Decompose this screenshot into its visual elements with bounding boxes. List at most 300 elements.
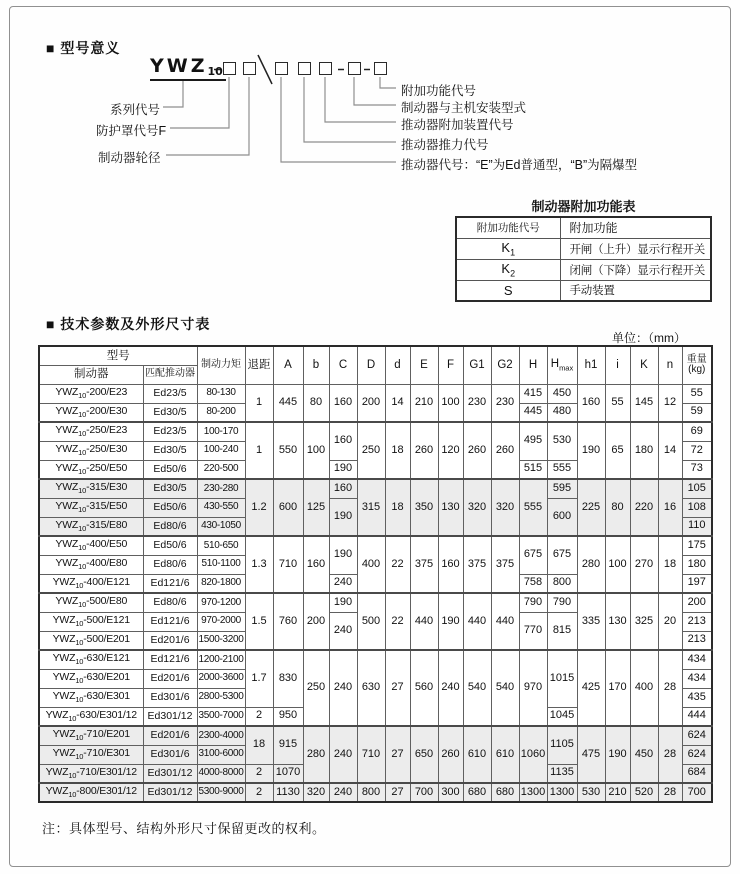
diagram-label-cover-code: 防护罩代号F <box>96 124 167 138</box>
torque-cell: 430-1050 <box>197 517 245 536</box>
value-cell: 22 <box>385 536 410 593</box>
value-cell: 27 <box>385 650 410 726</box>
value-cell: 440 <box>463 593 491 650</box>
torque-cell: 100-170 <box>197 422 245 441</box>
value-cell: 260 <box>410 422 438 479</box>
model-cell: $YWZ_{10}-800/E301/12$ <box>39 783 143 802</box>
thruster-cell: Ed121/6 <box>143 612 197 631</box>
table-row <box>39 783 712 802</box>
thruster-cell: Ed80/6 <box>143 517 197 536</box>
col-header-A: A <box>273 346 303 384</box>
value-cell: 710 <box>357 726 385 783</box>
torque-cell: 230-280 <box>197 479 245 498</box>
value-cell: 335 <box>577 593 605 650</box>
value-cell: 250 <box>357 422 385 479</box>
function-table-row <box>456 238 711 259</box>
thruster-cell: Ed201/6 <box>143 726 197 745</box>
thruster-cell: Ed301/12 <box>143 783 197 802</box>
value-cell: 14 <box>385 384 410 422</box>
value-cell: 1.3 <box>245 536 273 593</box>
main-table-body <box>39 384 712 802</box>
value-cell: 190 <box>438 593 463 650</box>
col-header-d: d <box>385 346 410 384</box>
value-cell: 55 <box>605 384 630 422</box>
value-cell: 530 <box>547 422 577 460</box>
diagram-label-thruster-force: 推动器推力代号 <box>401 138 489 152</box>
model-cell: $YWZ_{10}-400/E121$ <box>39 574 143 593</box>
value-cell: 595 <box>547 479 577 498</box>
value-cell: 100 <box>438 384 463 422</box>
model-cell: $YWZ_{10}-710/E301$ <box>39 745 143 764</box>
col-header-H: H <box>519 346 547 384</box>
value-cell: 28 <box>658 650 682 726</box>
value-cell: 175 <box>682 536 712 555</box>
function-code-cell: $K_2$ <box>456 259 560 280</box>
value-cell: 20 <box>658 593 682 650</box>
value-cell: 350 <box>410 479 438 536</box>
model-cell: $YWZ_{10}-630/E201$ <box>39 669 143 688</box>
model-cell: $YWZ_{10}-500/E201$ <box>39 631 143 650</box>
weight-label: 重量 <box>686 354 707 366</box>
value-cell: 425 <box>577 650 605 726</box>
col-header-G2: G2 <box>491 346 519 384</box>
model-prefix-subscript: 10 <box>207 65 223 78</box>
table-row <box>39 536 712 555</box>
model-cell: $YWZ_{10}-250/E30$ <box>39 441 143 460</box>
diagram-label-additional-function: 附加功能代号 <box>401 84 477 98</box>
value-cell: 240 <box>329 612 357 650</box>
value-cell: 180 <box>682 555 712 574</box>
col-header-G1: G1 <box>463 346 491 384</box>
thruster-cell: Ed80/6 <box>143 555 197 574</box>
function-table-body <box>456 238 711 301</box>
torque-cell: 80-200 <box>197 403 245 422</box>
value-cell: 560 <box>410 650 438 726</box>
thruster-cell: Ed301/6 <box>143 745 197 764</box>
value-cell: 55 <box>682 384 712 403</box>
value-cell: 260 <box>463 422 491 479</box>
function-table-row <box>456 280 711 301</box>
value-cell: 16 <box>658 479 682 536</box>
value-cell: 700 <box>682 783 712 802</box>
value-cell: 190 <box>577 422 605 479</box>
value-cell: 108 <box>682 498 712 517</box>
value-cell: 280 <box>577 536 605 593</box>
value-cell: 770 <box>519 612 547 650</box>
table-row <box>39 384 712 403</box>
value-cell: 200 <box>357 384 385 422</box>
value-cell: 1060 <box>519 726 547 783</box>
torque-cell: 80-130 <box>197 384 245 403</box>
value-cell: 1130 <box>273 783 303 802</box>
value-cell: 760 <box>273 593 303 650</box>
weight-unit: (kg) <box>688 364 706 376</box>
value-cell: 260 <box>491 422 519 479</box>
model-cell: $YWZ_{10}-500/E121$ <box>39 612 143 631</box>
value-cell: 445 <box>273 384 303 422</box>
value-cell: 325 <box>630 593 658 650</box>
torque-cell: 430-550 <box>197 498 245 517</box>
torque-cell: 510-650 <box>197 536 245 555</box>
section-title-model-meaning: ■ 型号意义 <box>46 40 121 56</box>
value-cell: 950 <box>273 707 303 726</box>
value-cell: 555 <box>547 460 577 479</box>
value-cell: 300 <box>438 783 463 802</box>
value-cell: 1 <box>245 384 273 422</box>
value-cell: 65 <box>605 422 630 479</box>
value-cell: 555 <box>519 479 547 536</box>
value-cell: 624 <box>682 745 712 764</box>
table-row <box>39 726 712 745</box>
value-cell: 970 <box>519 650 547 726</box>
value-cell: 220 <box>630 479 658 536</box>
col-header-retreat: 退距 <box>245 346 273 384</box>
value-cell: 197 <box>682 574 712 593</box>
torque-cell: 2000-3600 <box>197 669 245 688</box>
value-cell: 190 <box>329 460 357 479</box>
value-cell: 80 <box>303 384 329 422</box>
torque-cell: 970-2000 <box>197 612 245 631</box>
model-cell: $YWZ_{10}-315/E30$ <box>39 479 143 498</box>
torque-cell: 3100-6000 <box>197 745 245 764</box>
main-header-row-1 <box>39 346 712 365</box>
model-cell: $YWZ_{10}-200/E23$ <box>39 384 143 403</box>
thruster-cell: Ed301/6 <box>143 688 197 707</box>
value-cell: 650 <box>410 726 438 783</box>
col-header-model: 型号 <box>39 346 197 365</box>
value-cell: 1015 <box>547 650 577 707</box>
model-digit-box <box>223 62 236 75</box>
value-cell: 444 <box>682 707 712 726</box>
col-header-n: n <box>658 346 682 384</box>
value-cell: 210 <box>410 384 438 422</box>
value-cell: 600 <box>547 498 577 536</box>
value-cell: 130 <box>605 593 630 650</box>
value-cell: 530 <box>577 783 605 802</box>
value-cell: 445 <box>519 403 547 422</box>
col-header-b: b <box>303 346 329 384</box>
hmax-subscript: max <box>559 363 574 373</box>
value-cell: 28 <box>658 726 682 783</box>
value-cell: 440 <box>410 593 438 650</box>
torque-cell: 5300-9000 <box>197 783 245 802</box>
value-cell: 160 <box>329 384 357 422</box>
value-cell: 18 <box>658 536 682 593</box>
value-cell: 515 <box>519 460 547 479</box>
col-header-E: E <box>410 346 438 384</box>
value-cell: 434 <box>682 650 712 669</box>
value-cell: 160 <box>303 536 329 593</box>
value-cell: 1.2 <box>245 479 273 536</box>
value-cell: 190 <box>329 536 357 574</box>
function-code-cell: $K_1$ <box>456 238 560 259</box>
value-cell: 200 <box>303 593 329 650</box>
model-digit-box <box>275 62 288 75</box>
value-cell: 440 <box>491 593 519 650</box>
model-digit-box <box>348 62 361 75</box>
hmax-base: H <box>550 358 560 371</box>
value-cell: 2 <box>245 783 273 802</box>
value-cell: 700 <box>410 783 438 802</box>
model-cell: $YWZ_{10}-710/E301/12$ <box>39 764 143 783</box>
col-header-brake: 制动器 <box>39 365 143 384</box>
connector-wheel-diameter <box>166 77 249 155</box>
value-cell: 100 <box>605 536 630 593</box>
connector-series-code <box>163 80 183 107</box>
col-header-F: F <box>438 346 463 384</box>
torque-cell: 220-500 <box>197 460 245 479</box>
value-cell: 1045 <box>547 707 577 726</box>
value-cell: 675 <box>519 536 547 574</box>
model-cell: $YWZ_{10}-200/E30$ <box>39 403 143 422</box>
value-cell: 190 <box>329 498 357 536</box>
value-cell: 105 <box>682 479 712 498</box>
value-cell: 180 <box>630 422 658 479</box>
table-row <box>39 422 712 441</box>
value-cell: 213 <box>682 612 712 631</box>
diagram-label-thruster-attachment: 推动器附加装置代号 <box>401 118 514 132</box>
value-cell: 800 <box>547 574 577 593</box>
torque-cell: 820-1800 <box>197 574 245 593</box>
value-cell: 160 <box>329 422 357 460</box>
model-cell: $YWZ_{10}-630/E121$ <box>39 650 143 669</box>
col-header-h1: h1 <box>577 346 605 384</box>
value-cell: 434 <box>682 669 712 688</box>
col-header-K: K <box>630 346 658 384</box>
value-cell: 680 <box>491 783 519 802</box>
value-cell: 160 <box>329 479 357 498</box>
col-header-i: i <box>605 346 630 384</box>
value-cell: 14 <box>658 422 682 479</box>
value-cell: 110 <box>682 517 712 536</box>
value-cell: 1135 <box>547 764 577 783</box>
col-header-Hmax <box>547 346 577 384</box>
value-cell: 540 <box>491 650 519 726</box>
model-cell: $YWZ_{10}-710/E201$ <box>39 726 143 745</box>
value-cell: 230 <box>491 384 519 422</box>
diagram-label-series-code: 系列代号 <box>110 103 161 117</box>
torque-cell: 1200-2100 <box>197 650 245 669</box>
value-cell: 684 <box>682 764 712 783</box>
value-cell: 520 <box>630 783 658 802</box>
value-cell: 22 <box>385 593 410 650</box>
value-cell: 160 <box>438 536 463 593</box>
value-cell: 240 <box>329 783 357 802</box>
model-cell: $YWZ_{10}-500/E80$ <box>39 593 143 612</box>
function-code-cell: S <box>456 280 560 301</box>
table-row <box>39 593 712 612</box>
model-cell: $YWZ_{10}-400/E50$ <box>39 536 143 555</box>
value-cell: 125 <box>303 479 329 536</box>
value-cell: 160 <box>577 384 605 422</box>
model-cell: $YWZ_{10}-250/E50$ <box>39 460 143 479</box>
value-cell: 1300 <box>519 783 547 802</box>
value-cell: 69 <box>682 422 712 441</box>
thruster-cell: Ed50/6 <box>143 460 197 479</box>
model-digit-box <box>374 62 387 75</box>
value-cell: 758 <box>519 574 547 593</box>
torque-cell: 100-240 <box>197 441 245 460</box>
model-cell: $YWZ_{10}-630/E301/12$ <box>39 707 143 726</box>
model-prefix <box>150 55 226 81</box>
value-cell: 320 <box>463 479 491 536</box>
value-cell: 475 <box>577 726 605 783</box>
model-prefix-text: YWZ <box>150 55 208 77</box>
value-cell: 400 <box>357 536 385 593</box>
diagram-label-wheel-diameter: 制动器轮径 <box>98 151 161 165</box>
function-table-title: 制动器附加功能表 <box>531 199 636 214</box>
function-desc-cell: 开闸（上升）显示行程开关 <box>560 238 711 259</box>
value-cell: 2 <box>245 764 273 783</box>
function-desc-header: 附加功能 <box>560 217 711 238</box>
value-cell: 400 <box>630 650 658 726</box>
col-header-D: D <box>357 346 385 384</box>
value-cell: 610 <box>491 726 519 783</box>
model-cell: $YWZ_{10}-630/E301$ <box>39 688 143 707</box>
thruster-cell: Ed30/5 <box>143 403 197 422</box>
main-table <box>38 345 713 803</box>
col-header-C: C <box>329 346 357 384</box>
connector-thruster-attachment <box>325 77 396 122</box>
value-cell: 375 <box>491 536 519 593</box>
value-cell: 540 <box>463 650 491 726</box>
value-cell: 320 <box>303 783 329 802</box>
value-cell: 27 <box>385 726 410 783</box>
model-digit-box <box>319 62 332 75</box>
model-cell: $YWZ_{10}-400/E80$ <box>39 555 143 574</box>
value-cell: 800 <box>357 783 385 802</box>
torque-cell: 2800-5300 <box>197 688 245 707</box>
torque-cell: 1500-3200 <box>197 631 245 650</box>
value-cell: 100 <box>303 422 329 479</box>
value-cell: 213 <box>682 631 712 650</box>
diagram-label-thruster-code: 推动器代号：“E”为Ed普通型，“B”为隔爆型 <box>401 158 638 172</box>
value-cell: 130 <box>438 479 463 536</box>
model-cell: $YWZ_{10}-315/E50$ <box>39 498 143 517</box>
col-header-thruster: 匹配推动器 <box>143 365 197 384</box>
value-cell: 450 <box>547 384 577 403</box>
model-cell: $YWZ_{10}-250/E23$ <box>39 422 143 441</box>
diagram-label-mount-type: 制动器与主机安装型式 <box>401 101 527 115</box>
value-cell: 120 <box>438 422 463 479</box>
value-cell: 200 <box>682 593 712 612</box>
value-cell: 624 <box>682 726 712 745</box>
value-cell: 80 <box>605 479 630 536</box>
value-cell: 270 <box>630 536 658 593</box>
connector-thruster-code <box>281 77 396 162</box>
function-table <box>455 216 712 302</box>
model-cell: $YWZ_{10}-315/E80$ <box>39 517 143 536</box>
value-cell: 450 <box>630 726 658 783</box>
value-cell: 18 <box>385 422 410 479</box>
value-cell: 59 <box>682 403 712 422</box>
value-cell: 1070 <box>273 764 303 783</box>
function-table-row <box>456 259 711 280</box>
value-cell: 480 <box>547 403 577 422</box>
value-cell: 375 <box>410 536 438 593</box>
value-cell: 240 <box>329 574 357 593</box>
value-cell: 145 <box>630 384 658 422</box>
value-cell: 2 <box>245 707 273 726</box>
value-cell: 27 <box>385 783 410 802</box>
value-cell: 1.5 <box>245 593 273 650</box>
torque-cell: 4000-8000 <box>197 764 245 783</box>
value-cell: 1.7 <box>245 650 273 707</box>
thruster-cell: Ed50/6 <box>143 536 197 555</box>
value-cell: 250 <box>303 650 329 726</box>
value-cell: 790 <box>519 593 547 612</box>
connector-thruster-force <box>304 77 396 142</box>
value-cell: 710 <box>273 536 303 593</box>
thruster-cell: Ed23/5 <box>143 422 197 441</box>
thruster-cell: Ed301/12 <box>143 764 197 783</box>
torque-cell: 2300-4000 <box>197 726 245 745</box>
table-row <box>39 650 712 669</box>
model-digit-box <box>243 62 256 75</box>
function-code-header: 附加功能代号 <box>456 217 560 238</box>
value-cell: 1 <box>245 422 273 479</box>
unit-label: 单位：（mm） <box>612 331 686 345</box>
value-cell: 240 <box>438 650 463 726</box>
value-cell: 18 <box>385 479 410 536</box>
value-cell: 280 <box>303 726 329 783</box>
torque-cell: 970-1200 <box>197 593 245 612</box>
value-cell: 790 <box>547 593 577 612</box>
value-cell: 610 <box>463 726 491 783</box>
thruster-cell: Ed30/5 <box>143 441 197 460</box>
value-cell: 190 <box>329 593 357 612</box>
connector-additional-function <box>380 77 396 88</box>
value-cell: 915 <box>273 726 303 764</box>
value-cell: 12 <box>658 384 682 422</box>
thruster-cell: Ed50/6 <box>143 498 197 517</box>
torque-cell: 510-1100 <box>197 555 245 574</box>
value-cell: 375 <box>463 536 491 593</box>
value-cell: 240 <box>329 726 357 783</box>
thruster-cell: Ed201/6 <box>143 631 197 650</box>
value-cell: 240 <box>329 650 357 726</box>
thruster-cell: Ed301/12 <box>143 707 197 726</box>
function-desc-cell: 闭闸（下降）显示行程开关 <box>560 259 711 280</box>
function-desc-cell: 手动装置 <box>560 280 711 301</box>
value-cell: 190 <box>605 726 630 783</box>
thruster-cell: Ed30/5 <box>143 479 197 498</box>
thruster-cell: Ed80/6 <box>143 593 197 612</box>
slash-glyph <box>258 55 272 84</box>
connector-mount-type <box>354 77 396 105</box>
model-digit-box <box>298 62 311 75</box>
value-cell: 315 <box>357 479 385 536</box>
table-row <box>39 479 712 498</box>
function-table-header-row <box>456 217 711 238</box>
value-cell: 1300 <box>547 783 577 802</box>
thruster-cell: Ed23/5 <box>143 384 197 403</box>
value-cell: 225 <box>577 479 605 536</box>
value-cell: 550 <box>273 422 303 479</box>
value-cell: 675 <box>547 536 577 574</box>
thruster-cell: Ed121/6 <box>143 574 197 593</box>
page-note: 注：具体型号、结构外形尺寸保留更改的权利。 <box>42 821 326 836</box>
value-cell: 495 <box>519 422 547 460</box>
value-cell: 230 <box>463 384 491 422</box>
model-diagram <box>0 0 740 195</box>
value-cell: 210 <box>605 783 630 802</box>
value-cell: 18 <box>245 726 273 764</box>
value-cell: 600 <box>273 479 303 536</box>
thruster-cell: Ed121/6 <box>143 650 197 669</box>
value-cell: 435 <box>682 688 712 707</box>
value-cell: 500 <box>357 593 385 650</box>
